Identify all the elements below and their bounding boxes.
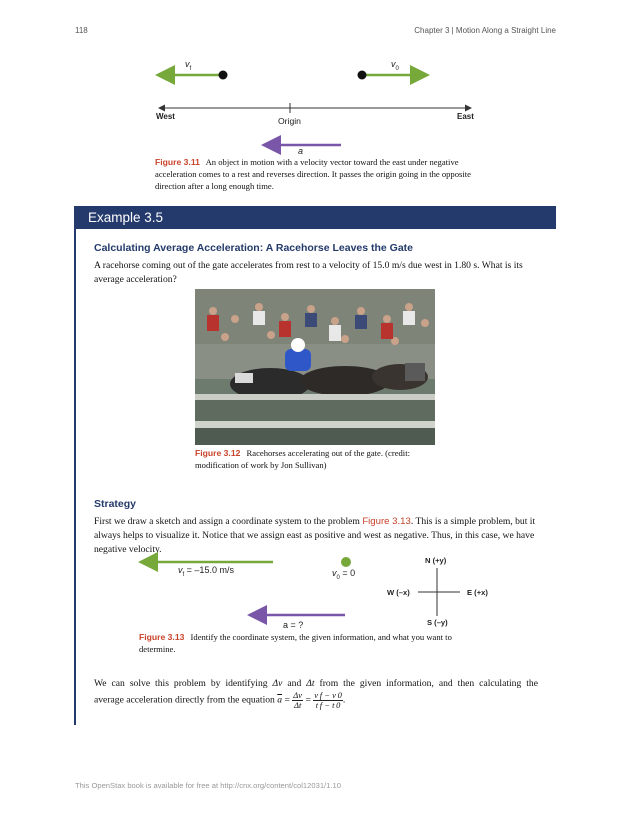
v0-label: $v_0$ — [391, 59, 399, 72]
object-dot-left — [219, 71, 228, 80]
v0-dot — [341, 557, 351, 567]
v0-value-label: $v_0 = 0$ — [332, 568, 356, 581]
west-label: W (–x) — [387, 588, 410, 597]
south-label: S (–y) — [427, 618, 448, 627]
strategy-text-part: . This is a simple problem, but it always helps to visualize it. Notice that we assign east as positive and west as negative. Thus, in this case, we have negative velocity. — [94, 516, 536, 555]
figure-3-13-caption — [139, 632, 489, 656]
equals-sign: = — [305, 694, 311, 706]
accel-question-label: a = ? — [283, 620, 304, 630]
closing-text: average acceleration directly from the equation — [94, 694, 275, 706]
strategy-text-part: First we draw a sketch and assign a coordinate system to the problem — [94, 516, 360, 527]
example-title: Example 3.5 — [88, 210, 164, 225]
closing-line-2 — [94, 691, 538, 710]
figure-3-11-caption — [155, 157, 480, 192]
closing-line-1 — [94, 677, 538, 691]
problem-text: A racehorse coming out of the gate accelerates from rest to a velocity of 15.0 m/s due west in 1.80 s. What is its average acceleration? — [94, 260, 523, 285]
period: . — [342, 694, 346, 706]
figure-3-13-link[interactable]: Figure 3.13 — [362, 516, 411, 527]
origin-label: Origin — [278, 116, 301, 126]
figure-label: Figure 3.11 — [155, 157, 200, 167]
east-label: East — [457, 112, 474, 121]
fraction-values: $\frac{\text{v f − v 0}}{\text{t f − t 0}}$ — [314, 690, 342, 710]
vf-value-label: $v_f = -15.0$ m/s — [178, 565, 234, 578]
vf-label: $v_f$ — [185, 59, 192, 72]
racehorse-photo — [195, 289, 435, 445]
delta-v: Δv — [272, 678, 283, 689]
fraction-delta: $\frac{\Delta v}{\Delta t}$ — [293, 690, 303, 710]
figure-label: Figure 3.13 — [139, 632, 185, 642]
closing-text: We can solve this problem by identifying — [94, 678, 268, 689]
closing-text: and — [287, 678, 302, 689]
figure-3-11-diagram — [0, 0, 630, 160]
example-left-rule — [74, 229, 76, 725]
equals-sign: = — [284, 694, 290, 706]
delta-t: Δt — [306, 678, 315, 689]
racehorse-photo-art — [195, 289, 435, 445]
north-label: N (+y) — [425, 556, 447, 565]
figure-3-12-caption — [195, 448, 440, 472]
accel-label: a — [298, 146, 304, 156]
equation-lhs: $\overline{a}$ — [277, 694, 283, 706]
strategy-heading: Strategy — [94, 498, 137, 510]
figure-3-13-diagram — [0, 550, 630, 630]
east-label: E (+x) — [467, 588, 488, 597]
west-label: West — [156, 112, 175, 121]
page-number: 118 — [75, 26, 88, 35]
closing-text: from the given information, and then calculating the — [319, 678, 538, 689]
running-header: Chapter 3 | Motion Along a Straight Line — [414, 26, 556, 35]
object-dot-right — [358, 71, 367, 80]
example-subtitle: Calculating Average Acceleration: A Racehorse Leaves the Gate — [94, 242, 414, 254]
footer-text: This OpenStax book is available for free at http://cnx.org/content/col12031/1.10 — [75, 781, 341, 790]
caption-text: Identify the coordinate system, the given information, and what you want to determine. — [139, 632, 452, 654]
caption-text: An object in motion with a velocity vector toward the east under negative acceleration comes to a rest and reverses direction. It passes the origin going in the opposite direction after a long enough time. — [155, 157, 471, 191]
example-header-bar — [74, 206, 556, 229]
caption-text: Racehorses accelerating out of the gate. (credit: modification of work by Jon Sullivan) — [195, 448, 410, 470]
figure-label: Figure 3.12 — [195, 448, 241, 458]
